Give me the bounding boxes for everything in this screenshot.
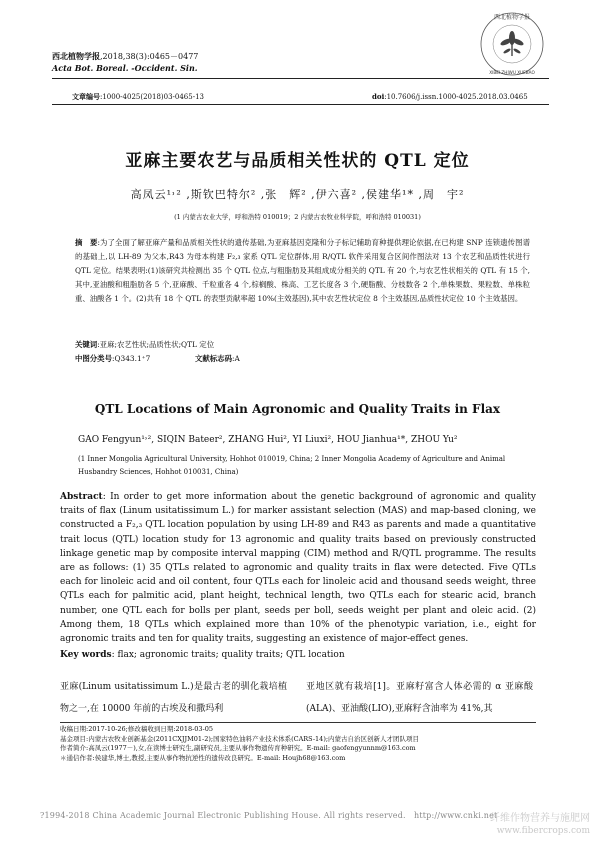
watermark: [470, 812, 590, 838]
footnote-author: 作者简介:高凤云(1977－),女,在读博士研究生,副研究员,主要从事作物遗传育种研究。E-mail: gaofengyunnm@163.com: [60, 744, 416, 752]
copyright-line: ?1994-2018 China Academic Journal Electronic Publishing House. All rights reserved. http://www.cnki.net: [40, 811, 498, 820]
logo-text-en: XIBEI ZHIWU XUEBAO: [489, 70, 535, 75]
header-rule: [52, 78, 549, 79]
keywords-cn-text: :亚麻;农艺性状;品质性状;QTL 定位: [97, 340, 215, 349]
article-number-value: :1000-4025(2018)03-0465-13: [100, 93, 204, 101]
footnotes: [60, 725, 540, 763]
abstract-cn-text: :为了全面了解亚麻产量和品质相关性状的遗传基础,为亚麻基因克隆和分子标记辅助育种提供理论依据,在已构建 SNP 连锁遗传图谱的基础上,以 LH-89 为父本,R43 为母本构建 F₂,₃ 家系 QTL 定位群体,用 R/QTL 软件采用复合区间作图法对 13 个农艺和品质性状进行 QTL 定位。结果表明:(1)该研究共检测出 35 个 QTL 位点,与粗脂肪及其组成成分相关的 QTL 有 20 个,与农艺性状相关的 QTL 有 15 个,其中,亚油酸和粗脂肪各 5 个,亚麻酸、千粒重各 4 个,棕榈酸、株高、工艺长度各 3 个,硬脂酸、分枝数各 2 个,单株果数、果粒数、单株粒重、油酸各 1 个。(2)共有 18 个 QTL 的表型贡献率超 10%(主效基因),其中农艺性状定位 8 个主效基因,品质性状定位 10 个主效基因。: [75, 238, 530, 303]
journal-logo: [476, 8, 548, 80]
footnote-received: 收稿日期:2017-10-26;修改稿收到日期:2018-03-05: [60, 725, 214, 733]
logo-text-cn: 西北植物学报: [493, 14, 531, 21]
journal-issue: ,2018,38(3):0465－0477: [100, 52, 199, 61]
authors-en: GAO Fengyun¹˒², SIQIN Bateer², ZHANG Hui², YI Liuxi², HOU Jianhua¹*, ZHOU Yu²: [78, 435, 458, 445]
clc-value: :Q343.1⁺7: [111, 354, 151, 363]
doc-code-label: 文献标志码: [195, 354, 232, 363]
doi-value: :10.7606/j.issn.1000-4025.2018.03.0465: [384, 93, 528, 101]
doi-label: doi: [372, 92, 385, 101]
title-en: QTL Locations of Main Agronomic and Quality Traits in Flax: [94, 402, 501, 416]
journal-header: [52, 51, 198, 62]
keywords-en-label: Key words: [60, 650, 112, 660]
article-number-label: 文章编号: [72, 92, 100, 101]
clc-label: 中图分类号: [75, 354, 112, 363]
journal-name-cn: 西北植物学报: [52, 51, 100, 61]
doi: [372, 92, 528, 101]
authors-cn: 高凤云¹˒² ,斯钦巴特尔² ,张 辉² ,伊六喜² ,侯建华¹* ,周 宇²: [130, 188, 465, 201]
footnote-rule: [60, 722, 536, 723]
journal-name-en: Acta Bot. Boreal. -Occident. Sin.: [52, 63, 198, 73]
article-number: [72, 92, 204, 102]
abstract-cn-label: 摘 要: [75, 238, 98, 247]
keywords-en-text: : flax; agronomic traits; quality traits; QTL location: [111, 650, 345, 660]
abstract-en: [60, 490, 536, 646]
body-column-left: 亚麻(Linum usitatissimum L.)是最古老的驯化栽培植物之一,在 10000 年前的古埃及和撒玛利: [60, 682, 287, 714]
watermark-cn: 纤维作物营养与施肥网: [490, 813, 590, 824]
abstract-cn: [75, 236, 530, 306]
meta-rule: [52, 104, 549, 105]
abstract-en-label: Abstract: [60, 492, 103, 502]
affiliations-en: (1 Inner Mongolia Agricultural University, Hohhot 010019, China; 2 Inner Mongolia Academy of Agriculture and Animal Husbandry Sciences, Hohhot 010031, China): [78, 455, 506, 476]
doc-code-value: :A: [231, 354, 240, 363]
classification-cn: [75, 352, 530, 366]
title-cn: 亚麻主要农艺与品质相关性状的 QTL 定位: [125, 151, 470, 171]
affiliations-cn: (1 内蒙古农业大学，呼和浩特 010019；2 内蒙古农牧业科学院，呼和浩特 010031): [174, 213, 421, 221]
keywords-cn: [75, 338, 530, 352]
abstract-en-text: : In order to get more information about the genetic background of agronomic and quality traits of flax (Linum usitatissimum L.) for marker assistant selection (MAS) and map-based cloning, we constructed a F₂,₃ QTL location population by using LH-89 and R43 as parents and made a quantitative trait locus (QTL) location study for 13 agronomic and quality traits based on previously constructed linkage genetic map by composite interval mapping (CIM) method and R/QTL programme. The results are as follows: (1) 35 QTLs related to agronomic and quality traits in flax were detected. Five QTLs each for linoleic acid and oil content, four QTLs each for linoleic acid and thousand seeds weight, three QTLs each for palmitic acid, plant height, technical length, two QTLs each for stearic acid, branch number, one QTL each for bolls per plant, seeds per boll, seeds weight per plant and oleic acid. (2) Among them, 18 QTLs which explained more than 10% of the phenotypic variation, i.e., eight for agronomic traits and ten for quality traits, suggesting an existence of major-effect genes.: [60, 492, 536, 645]
footnote-funding: 基金项目:内蒙古农牧业创新基金(2011CXJJM01-2);国家特色油料产业技术体系(CARS-14);内蒙古自治区创新人才团队项目: [60, 734, 420, 743]
watermark-url: www.fibercrops.com: [496, 826, 590, 836]
footnote-corresponding: ＊通信作者:侯建华,博士,教授,主要从事作物抗逆性的遗传改良研究。E-mail: Houjh68@163.com: [60, 753, 346, 762]
body-column-right: 亚地区就有栽培[1]。亚麻籽富含人体必需的 α 亚麻酸(ALA)、亚油酸(LIO),亚麻籽含油率为 41%,其: [306, 682, 533, 714]
keywords-en: [60, 650, 345, 660]
keywords-cn-label: 关键词: [75, 340, 98, 349]
